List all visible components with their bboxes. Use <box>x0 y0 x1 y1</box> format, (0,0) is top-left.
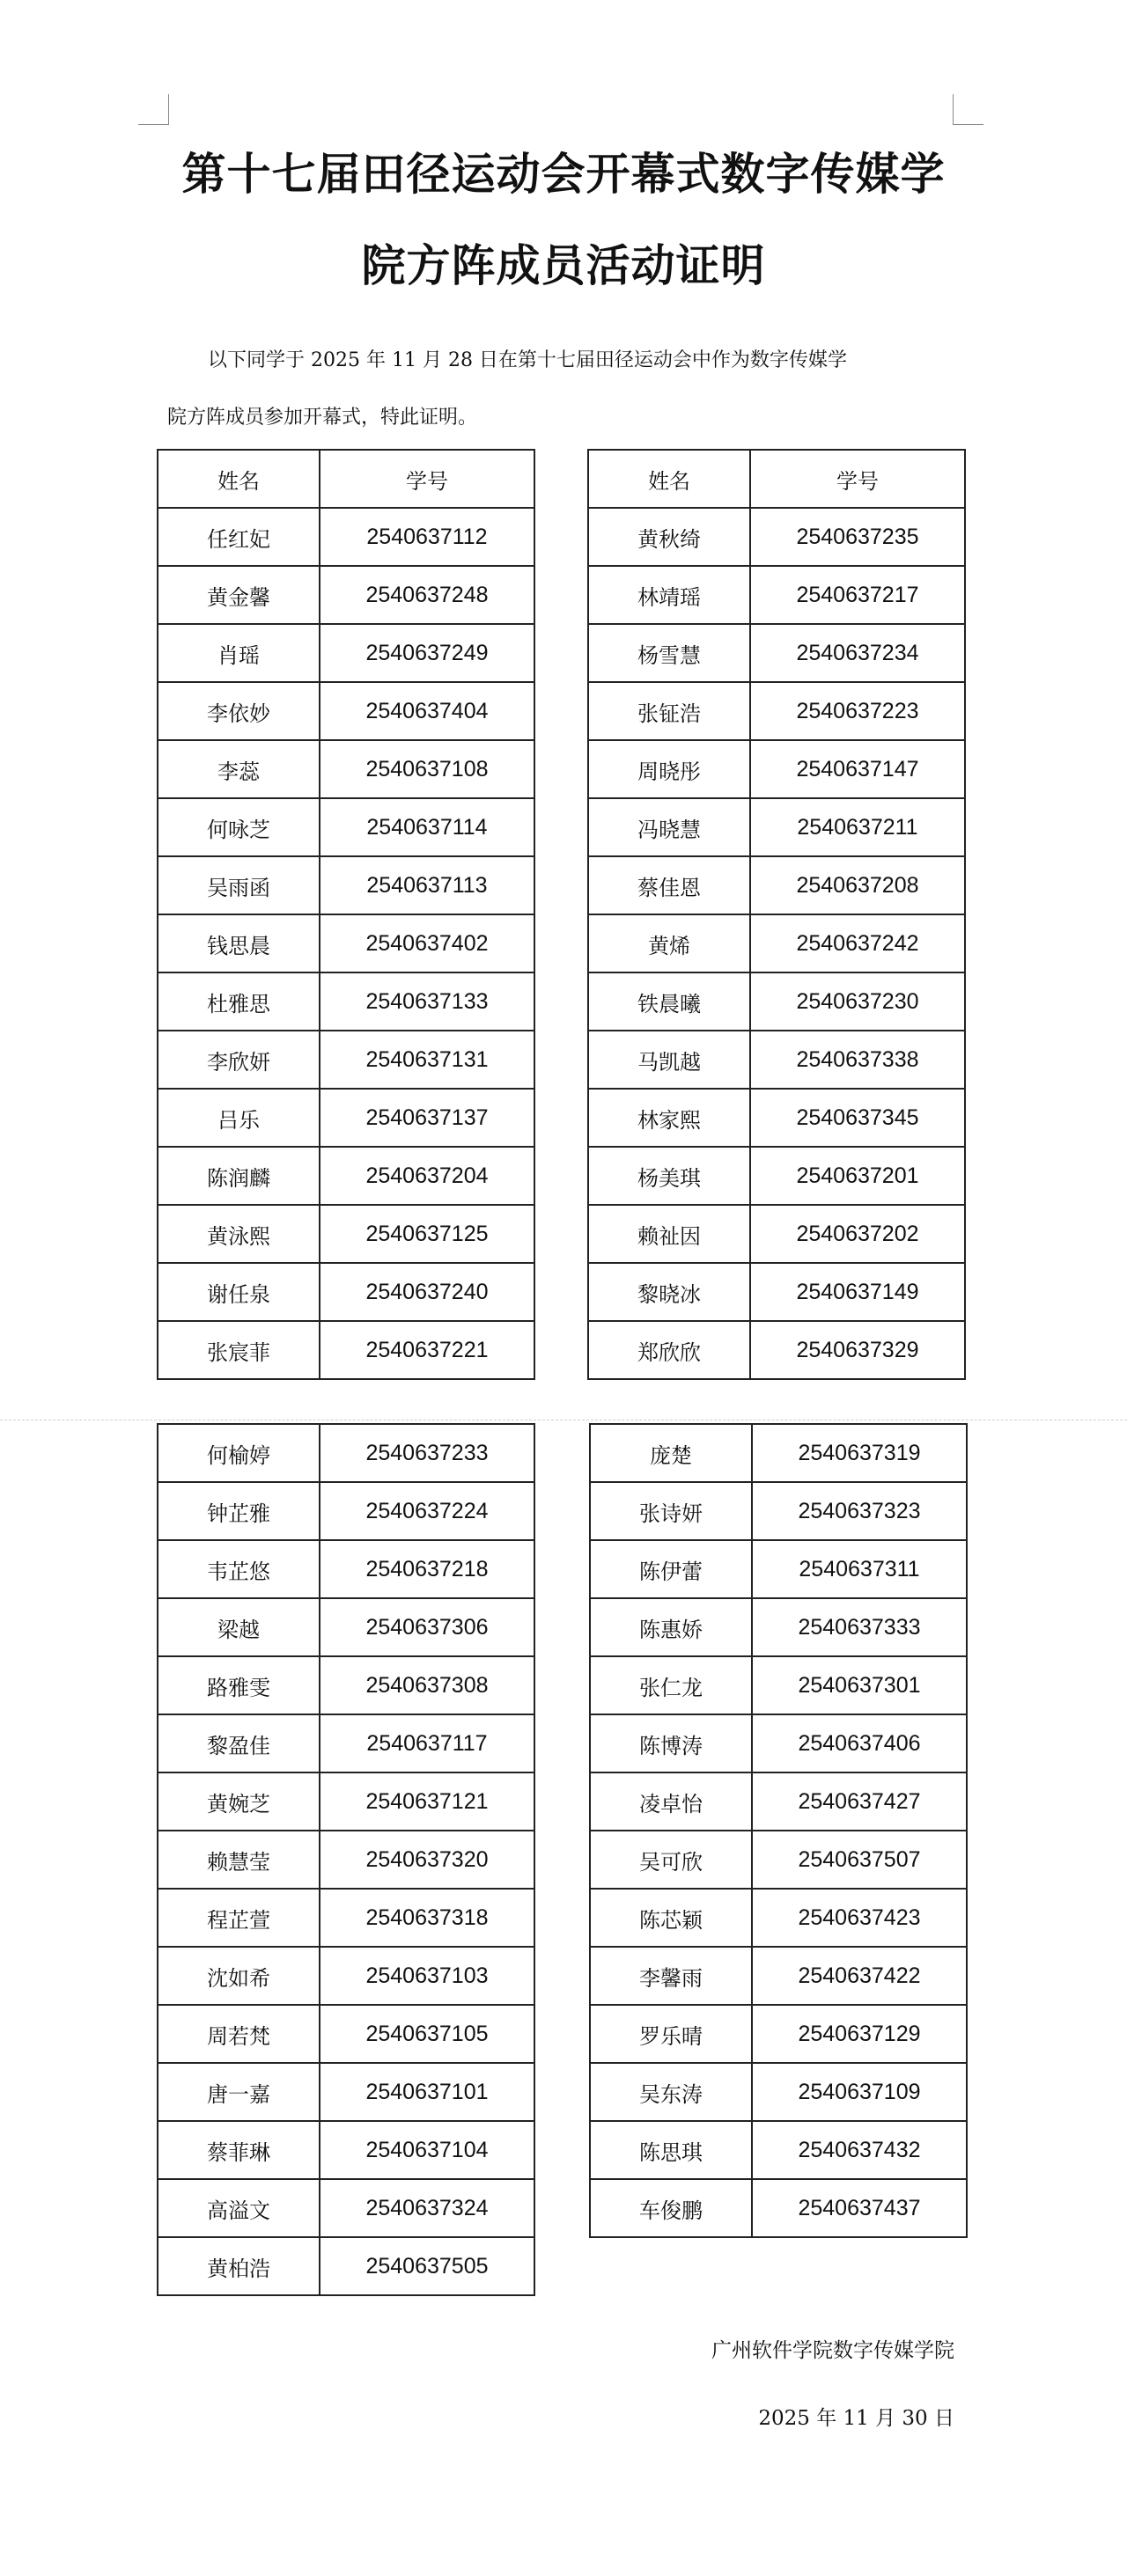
table-row <box>590 1831 967 1889</box>
student-id: 2540637101 <box>320 2063 534 2121</box>
student-name: 陈惠娇 <box>590 1598 752 1656</box>
student-id: 2540637345 <box>750 1089 965 1147</box>
student-name: 杜雅思 <box>158 972 320 1031</box>
student-id: 2540637147 <box>750 740 965 798</box>
student-id: 2540637117 <box>320 1714 534 1772</box>
student-id: 2540637242 <box>750 914 965 972</box>
table-row <box>588 682 965 740</box>
student-name: 何榆婷 <box>158 1424 320 1482</box>
student-id: 2540637105 <box>320 2005 534 2063</box>
table-row <box>158 2063 534 2121</box>
issuing-organization: 广州软件学院数字传媒学院 <box>711 2339 954 2362</box>
table-row <box>158 2237 534 2295</box>
student-id: 2540637301 <box>752 1656 967 1714</box>
table-row <box>158 1205 534 1263</box>
table-row <box>590 2179 967 2237</box>
student-id: 2540637109 <box>752 2063 967 2121</box>
issue-date: 2025 年 11 月 30 日 <box>758 2407 954 2430</box>
student-id: 2540637125 <box>320 1205 534 1263</box>
student-name: 吴可欣 <box>590 1831 752 1889</box>
table-row <box>590 1482 967 1540</box>
table-row <box>158 1147 534 1205</box>
table-row <box>590 1424 967 1482</box>
student-name: 唐一嘉 <box>158 2063 320 2121</box>
table-row <box>158 1889 534 1947</box>
student-name: 周若梵 <box>158 2005 320 2063</box>
student-name: 吴东涛 <box>590 2063 752 2121</box>
table-row <box>588 1205 965 1263</box>
table-row <box>158 972 534 1031</box>
student-id: 2540637208 <box>750 856 965 914</box>
table-row <box>588 798 965 856</box>
student-name: 陈润麟 <box>158 1147 320 1205</box>
student-id: 2540637329 <box>750 1321 965 1379</box>
table-row <box>158 1321 534 1379</box>
student-name: 杨美琪 <box>588 1147 750 1205</box>
student-name: 谢任泉 <box>158 1263 320 1321</box>
header-student-id: 学号 <box>320 450 534 508</box>
student-name: 冯晓慧 <box>588 798 750 856</box>
student-id: 2540637224 <box>320 1482 534 1540</box>
table-row <box>158 1263 534 1321</box>
student-name: 李欣妍 <box>158 1031 320 1089</box>
student-name: 林靖瑶 <box>588 566 750 624</box>
table-row <box>588 972 965 1031</box>
student-name: 黎盈佳 <box>158 1714 320 1772</box>
table-row <box>158 1714 534 1772</box>
student-name: 凌卓怡 <box>590 1772 752 1831</box>
table-row <box>158 2121 534 2179</box>
student-name: 张诗妍 <box>590 1482 752 1540</box>
header-name: 姓名 <box>158 450 320 508</box>
table-row <box>158 1772 534 1831</box>
roster-table-top-left <box>157 449 535 1380</box>
student-id: 2540637320 <box>320 1831 534 1889</box>
student-name: 铁晨曦 <box>588 972 750 1031</box>
student-name: 黄柏浩 <box>158 2237 320 2295</box>
student-id: 2540637235 <box>750 508 965 566</box>
student-id: 2540637131 <box>320 1031 534 1089</box>
student-name: 吕乐 <box>158 1089 320 1147</box>
student-name: 陈博涛 <box>590 1714 752 1772</box>
student-id: 2540637108 <box>320 740 534 798</box>
table-row <box>588 566 965 624</box>
roster-table-bottom-right <box>589 1423 968 2238</box>
student-name: 张宸菲 <box>158 1321 320 1379</box>
document-title-continued: 院方阵成员活动证明 <box>361 239 766 291</box>
student-name: 罗乐晴 <box>590 2005 752 2063</box>
student-id: 2540637248 <box>320 566 534 624</box>
student-name: 庞楚 <box>590 1424 752 1482</box>
student-name: 钟芷雅 <box>158 1482 320 1540</box>
student-id: 2540637217 <box>750 566 965 624</box>
student-name: 李蕊 <box>158 740 320 798</box>
table-row <box>588 1089 965 1147</box>
table-row <box>158 566 534 624</box>
student-name: 黄秋绮 <box>588 508 750 566</box>
table-row <box>158 1424 534 1482</box>
table-row <box>158 1031 534 1089</box>
student-name: 李依妙 <box>158 682 320 740</box>
table-row <box>590 1656 967 1714</box>
table-row <box>590 2121 967 2179</box>
table-header-row <box>158 450 534 508</box>
student-id: 2540637432 <box>752 2121 967 2179</box>
student-id: 2540637230 <box>750 972 965 1031</box>
student-id: 2540637406 <box>752 1714 967 1772</box>
table-row <box>158 914 534 972</box>
header-name: 姓名 <box>588 450 750 508</box>
table-row <box>158 740 534 798</box>
student-name: 陈伊蕾 <box>590 1540 752 1598</box>
header-student-id: 学号 <box>750 450 965 508</box>
student-id: 2540637149 <box>750 1263 965 1321</box>
student-id: 2540637121 <box>320 1772 534 1831</box>
table-row <box>590 2063 967 2121</box>
table-row <box>158 1482 534 1540</box>
student-id: 2540637104 <box>320 2121 534 2179</box>
table-row <box>588 856 965 914</box>
student-id: 2540637311 <box>752 1540 967 1598</box>
student-name: 黎晓冰 <box>588 1263 750 1321</box>
student-name: 韦芷悠 <box>158 1540 320 1598</box>
student-name: 钱思晨 <box>158 914 320 972</box>
student-name: 蔡佳恩 <box>588 856 750 914</box>
table-row <box>158 798 534 856</box>
table-row <box>590 1772 967 1831</box>
table-row <box>590 1598 967 1656</box>
student-name: 何咏芝 <box>158 798 320 856</box>
student-id: 2540637505 <box>320 2237 534 2295</box>
table-row <box>588 1147 965 1205</box>
student-name: 林家熙 <box>588 1089 750 1147</box>
table-row <box>158 1540 534 1598</box>
student-name: 周晓彤 <box>588 740 750 798</box>
table-row <box>590 1947 967 2005</box>
student-name: 郑欣欣 <box>588 1321 750 1379</box>
student-id: 2540637423 <box>752 1889 967 1947</box>
student-name: 吴雨函 <box>158 856 320 914</box>
table-row <box>590 2005 967 2063</box>
student-id: 2540637113 <box>320 856 534 914</box>
table-row <box>588 1031 965 1089</box>
table-row <box>158 1089 534 1147</box>
table-row <box>588 1263 965 1321</box>
table-row <box>588 624 965 682</box>
student-name: 蔡菲琳 <box>158 2121 320 2179</box>
student-id: 2540637333 <box>752 1598 967 1656</box>
table-row <box>158 1598 534 1656</box>
crop-mark-top-right <box>953 94 983 125</box>
student-id: 2540637437 <box>752 2179 967 2237</box>
roster-table-bottom-left <box>157 1423 535 2296</box>
student-id: 2540637319 <box>752 1424 967 1482</box>
student-name: 车俊鹏 <box>590 2179 752 2237</box>
student-name: 张仁龙 <box>590 1656 752 1714</box>
student-id: 2540637233 <box>320 1424 534 1482</box>
student-id: 2540637202 <box>750 1205 965 1263</box>
table-row <box>590 1540 967 1598</box>
student-id: 2540637218 <box>320 1540 534 1598</box>
crop-mark-top-left <box>138 94 169 125</box>
student-id: 2540637223 <box>750 682 965 740</box>
student-id: 2540637507 <box>752 1831 967 1889</box>
table-row <box>588 508 965 566</box>
student-id: 2540637234 <box>750 624 965 682</box>
student-name: 肖瑶 <box>158 624 320 682</box>
table-row <box>588 740 965 798</box>
student-id: 2540637338 <box>750 1031 965 1089</box>
student-id: 2540637308 <box>320 1656 534 1714</box>
certificate-statement: 以下同学于 2025 年 11 月 28 日在第十七届田径运动会中作为数字传媒学 <box>208 349 847 371</box>
student-name: 高溢文 <box>158 2179 320 2237</box>
table-row <box>158 1656 534 1714</box>
student-id: 2540637323 <box>752 1482 967 1540</box>
student-name: 赖祉因 <box>588 1205 750 1263</box>
student-id: 2540637422 <box>752 1947 967 2005</box>
student-name: 陈芯颖 <box>590 1889 752 1947</box>
student-name: 李馨雨 <box>590 1947 752 2005</box>
student-id: 2540637324 <box>320 2179 534 2237</box>
student-name: 陈思琪 <box>590 2121 752 2179</box>
table-row <box>588 914 965 972</box>
roster-table-top-right <box>587 449 966 1380</box>
student-name: 梁越 <box>158 1598 320 1656</box>
student-id: 2540637404 <box>320 682 534 740</box>
table-row <box>590 1714 967 1772</box>
student-id: 2540637129 <box>752 2005 967 2063</box>
table-row <box>158 508 534 566</box>
student-id: 2540637249 <box>320 624 534 682</box>
table-row <box>158 856 534 914</box>
student-name: 沈如希 <box>158 1947 320 2005</box>
student-name: 黄烯 <box>588 914 750 972</box>
table-header-row <box>588 450 965 508</box>
student-id: 2540637318 <box>320 1889 534 1947</box>
student-id: 2540637306 <box>320 1598 534 1656</box>
student-name: 任红妃 <box>158 508 320 566</box>
certificate-statement-continued: 院方阵成员参加开幕式，特此证明。 <box>167 407 478 429</box>
table-row <box>590 1889 967 1947</box>
table-row <box>588 1321 965 1379</box>
table-row <box>158 682 534 740</box>
student-id: 2540637427 <box>752 1772 967 1831</box>
student-name: 马凯越 <box>588 1031 750 1089</box>
table-row <box>158 1831 534 1889</box>
student-name: 黄泳熙 <box>158 1205 320 1263</box>
student-name: 张钲浩 <box>588 682 750 740</box>
student-id: 2540637204 <box>320 1147 534 1205</box>
student-name: 黄婉芝 <box>158 1772 320 1831</box>
student-id: 2540637402 <box>320 914 534 972</box>
student-id: 2540637221 <box>320 1321 534 1379</box>
document-title: 第十七届田径运动会开幕式数字传媒学 <box>181 148 946 200</box>
student-id: 2540637240 <box>320 1263 534 1321</box>
student-id: 2540637114 <box>320 798 534 856</box>
student-name: 赖慧莹 <box>158 1831 320 1889</box>
table-row <box>158 624 534 682</box>
student-id: 2540637211 <box>750 798 965 856</box>
student-id: 2540637137 <box>320 1089 534 1147</box>
student-name: 黄金馨 <box>158 566 320 624</box>
table-row <box>158 2179 534 2237</box>
student-name: 程芷萱 <box>158 1889 320 1947</box>
student-id: 2540637133 <box>320 972 534 1031</box>
student-id: 2540637112 <box>320 508 534 566</box>
student-id: 2540637201 <box>750 1147 965 1205</box>
table-row <box>158 1947 534 2005</box>
student-name: 杨雪慧 <box>588 624 750 682</box>
table-row <box>158 2005 534 2063</box>
student-name: 路雅雯 <box>158 1656 320 1714</box>
student-id: 2540637103 <box>320 1947 534 2005</box>
